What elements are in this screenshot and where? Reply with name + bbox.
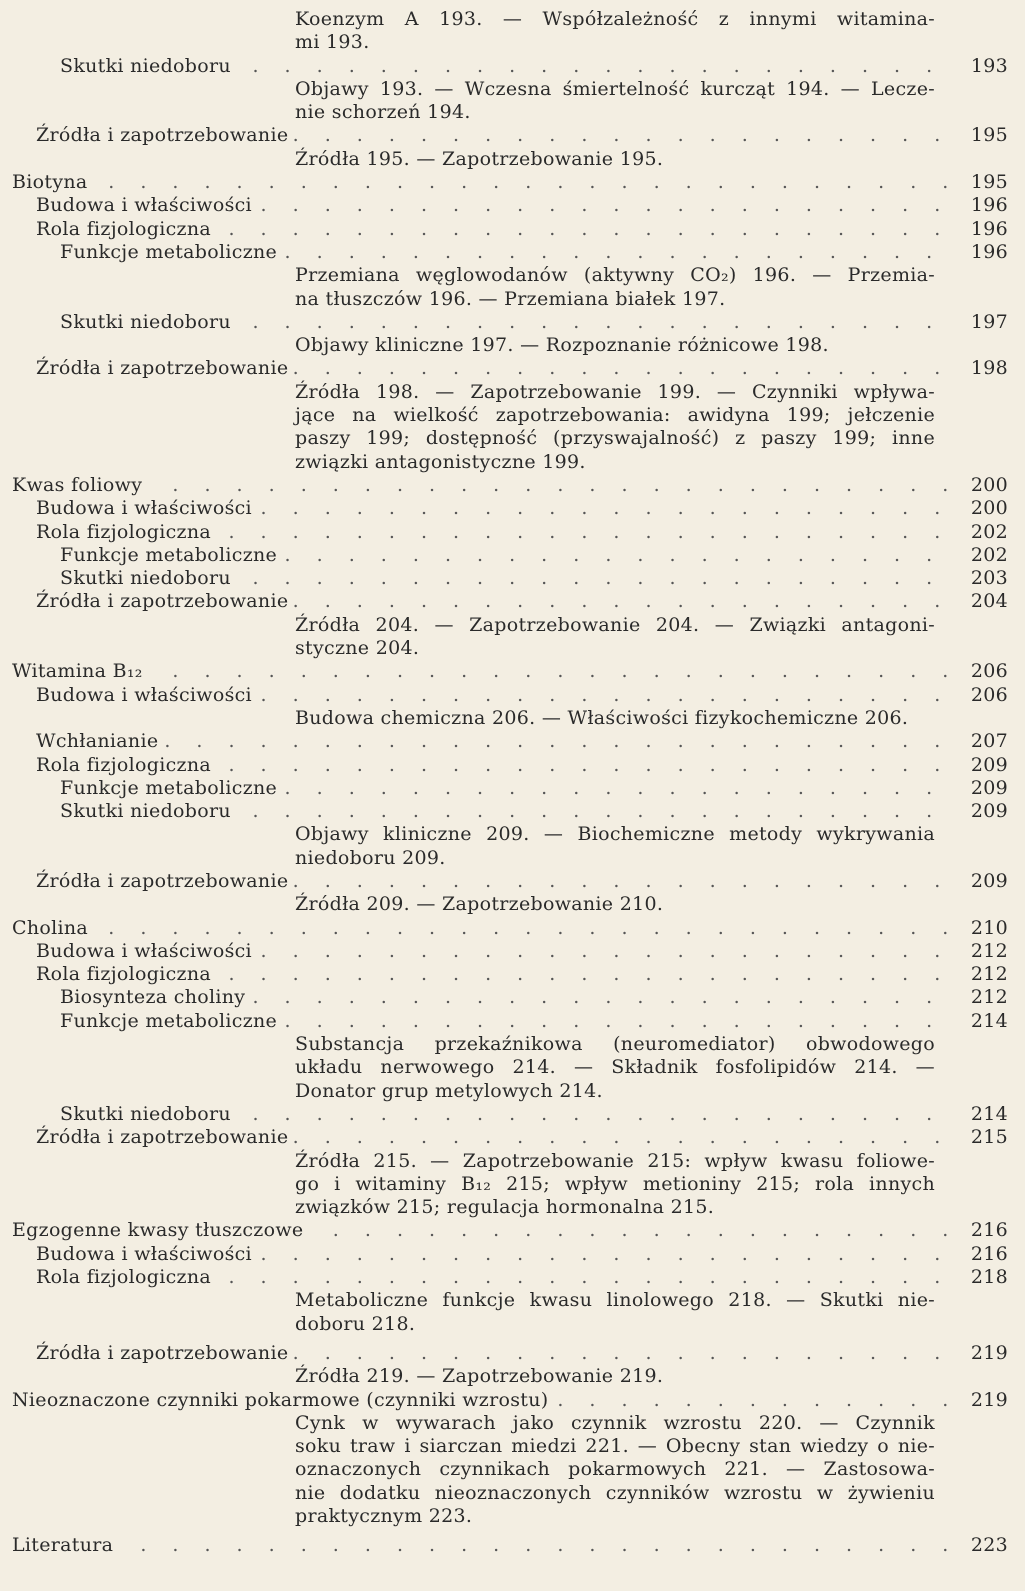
toc-entry bbox=[12, 567, 1008, 590]
toc-page-number: 214 bbox=[965, 1010, 1008, 1033]
toc-entry-label: Kwas foliowy bbox=[12, 474, 146, 496]
toc-page-number: 212 bbox=[965, 963, 1008, 986]
toc-subtopics-text: Budowa chemiczna 206. — Właściwości fizykochemiczne 206. bbox=[295, 706, 909, 729]
toc-subtopics-text: Źródła 215. — Zapotrzebowanie 215: wpływ kwasu foliowe- bbox=[295, 1149, 935, 1172]
toc-entry-label: Witamina B₁₂ bbox=[12, 660, 147, 682]
toc-entry-label: Budowa i właściwości bbox=[36, 194, 256, 216]
toc-entry bbox=[12, 474, 1008, 497]
toc-subtopics-text: związków 215; regulacja hormonalna 215. bbox=[295, 1196, 715, 1219]
toc-subtopics-text: Źródła 209. — Zapotrzebowanie 210. bbox=[295, 893, 664, 916]
toc-page-number: 206 bbox=[965, 684, 1008, 707]
toc-subtopics-text: nie schorzeń 194. bbox=[295, 101, 471, 124]
toc-subtopics-text: Źródła 204. — Zapotrzebowanie 204. — Związki antagoni- bbox=[295, 613, 935, 636]
dot-leader bbox=[12, 171, 952, 194]
toc-page-number: 212 bbox=[965, 986, 1008, 1009]
toc-subtopics-text: go i witaminy B₁₂ 215; wpływ metioniny 215; rola innych bbox=[295, 1172, 935, 1195]
toc-subtopics-text: jące na wielkość zapotrzebowania: awidyna 199; jełczenie bbox=[295, 404, 935, 427]
toc-entry bbox=[12, 357, 1008, 380]
toc-subtopics-text: Źródła 198. — Zapotrzebowanie 199. — Czynniki wpływa- bbox=[295, 380, 935, 403]
toc-entry bbox=[12, 800, 1008, 823]
toc-subtopics-text: Źródła 195. — Zapotrzebowanie 195. bbox=[295, 147, 664, 170]
toc-subtopics-text: układu nerwowego 214. — Składnik fosfolipidów 214. — bbox=[295, 1056, 935, 1079]
toc-entry-label: Skutki niedoboru bbox=[60, 311, 235, 333]
dot-leader bbox=[36, 730, 952, 753]
toc-entry-label: Biosynteza choliny bbox=[60, 986, 249, 1008]
toc-page-number: 198 bbox=[965, 357, 1008, 380]
toc-entry-label: Biotyna bbox=[12, 171, 92, 193]
toc-entry bbox=[12, 590, 1008, 613]
toc-entry-label: Rola fizjologiczna bbox=[36, 521, 215, 543]
toc-entry bbox=[12, 544, 1008, 567]
toc-subtopics-text: Koenzym A 193. — Współzależność z innymi witamina- bbox=[295, 8, 935, 30]
toc-page-number: 223 bbox=[965, 1534, 1008, 1557]
toc-entry bbox=[12, 55, 1008, 78]
toc-entry-label: Rola fizjologiczna bbox=[36, 963, 215, 985]
dot-leader bbox=[12, 917, 952, 940]
toc-entry bbox=[12, 171, 1008, 194]
toc-entry bbox=[12, 660, 1008, 683]
toc-page-number: 195 bbox=[965, 124, 1008, 147]
toc-entry-label: Cholina bbox=[12, 917, 92, 939]
toc-page-number: 203 bbox=[965, 567, 1008, 590]
toc-entry bbox=[12, 521, 1008, 544]
toc-page-number: 200 bbox=[965, 497, 1008, 520]
toc-subtopics-text: na tłuszczów 196. — Przemiana białek 197. bbox=[295, 287, 726, 310]
toc-entry bbox=[12, 777, 1008, 800]
toc-subtopics-text: związki antagonistyczne 199. bbox=[295, 450, 586, 473]
toc-entry bbox=[12, 311, 1008, 334]
toc-entry bbox=[12, 1010, 1008, 1033]
toc-entry bbox=[12, 1534, 1008, 1557]
toc-entry bbox=[12, 194, 1008, 217]
toc-entry-label: Skutki niedoboru bbox=[60, 55, 235, 77]
toc-page-number: 209 bbox=[965, 870, 1008, 893]
toc-page-number: 200 bbox=[965, 474, 1008, 497]
toc-entry-label: Rola fizjologiczna bbox=[36, 218, 215, 240]
toc-page-number: 206 bbox=[965, 660, 1008, 683]
toc-entry bbox=[12, 1389, 1008, 1412]
toc-entry bbox=[12, 1243, 1008, 1266]
toc-entry bbox=[12, 730, 1008, 753]
toc-entry-label: Budowa i właściwości bbox=[36, 684, 256, 706]
dot-leader bbox=[12, 474, 952, 497]
toc-page-number: 218 bbox=[965, 1266, 1008, 1289]
toc-entry bbox=[12, 1103, 1008, 1126]
toc-page-number: 207 bbox=[965, 730, 1008, 753]
toc-entry-label: Skutki niedoboru bbox=[60, 800, 235, 822]
toc-subtopics-text: praktycznym 223. bbox=[295, 1505, 473, 1527]
toc-entry-label: Wchłanianie bbox=[36, 730, 162, 752]
toc-subtopics-text: soku traw i siarczan miedzi 221. — Obecny stan wiedzy o nie- bbox=[295, 1435, 935, 1458]
toc-page-number: 196 bbox=[965, 241, 1008, 264]
toc-page-number: 209 bbox=[965, 800, 1008, 823]
toc-subtopics-text: Metaboliczne funkcje kwasu linolowego 218. — Skutki nie- bbox=[295, 1289, 935, 1312]
toc-entry-label: Funkcje metaboliczne bbox=[60, 544, 281, 566]
toc-subtopics-text: Substancja przekaźnikowa (neuromediator) obwodowego bbox=[295, 1033, 935, 1056]
toc-entry-label: Egzogenne kwasy tłuszczowe bbox=[12, 1219, 307, 1241]
toc-entry-label: Źródła i zapotrzebowanie bbox=[36, 357, 292, 379]
toc-subtopics-text: Źródła 219. — Zapotrzebowanie 219. bbox=[295, 1365, 664, 1388]
toc-entry bbox=[12, 754, 1008, 777]
toc-subtopics-text: Objawy kliniczne 209. — Biochemiczne metody wykrywania bbox=[295, 823, 935, 846]
toc-entry-label: Funkcje metaboliczne bbox=[60, 777, 281, 799]
toc-page-number: 215 bbox=[965, 1126, 1008, 1149]
toc-page-number: 202 bbox=[965, 521, 1008, 544]
toc-entry bbox=[12, 124, 1008, 147]
toc-entry bbox=[12, 963, 1008, 986]
toc-page-number: 195 bbox=[965, 171, 1008, 194]
toc-entry bbox=[12, 497, 1008, 520]
dot-leader bbox=[12, 660, 952, 683]
toc-page-number: 214 bbox=[965, 1103, 1008, 1126]
toc-page-number: 209 bbox=[965, 777, 1008, 800]
toc-entry-label: Źródła i zapotrzebowanie bbox=[36, 590, 292, 612]
toc-subtopics-text: oznaczonych czynnikach pokarmowych 221. — Zastosowa- bbox=[295, 1458, 935, 1481]
toc-entry bbox=[12, 870, 1008, 893]
toc-page-number: 209 bbox=[965, 754, 1008, 777]
toc-entry-label: Rola fizjologiczna bbox=[36, 1266, 215, 1288]
toc-subtopics-text: Objawy 193. — Wczesna śmiertelność kurcząt 194. — Lecze- bbox=[295, 77, 935, 100]
toc-entry-label: Źródła i zapotrzebowanie bbox=[36, 124, 292, 146]
toc-page-number: 197 bbox=[965, 311, 1008, 334]
toc-entry-label: Funkcje metaboliczne bbox=[60, 1010, 281, 1032]
toc-entry-label: Funkcje metaboliczne bbox=[60, 241, 281, 263]
toc-page-number: 219 bbox=[965, 1342, 1008, 1365]
toc-subtopics-text: niedoboru 209. bbox=[295, 846, 446, 869]
toc-entry bbox=[12, 1219, 1008, 1242]
toc-entry bbox=[12, 1126, 1008, 1149]
toc-entry bbox=[12, 1266, 1008, 1289]
toc-entry-label: Źródła i zapotrzebowanie bbox=[36, 1126, 292, 1148]
toc-entry bbox=[12, 1342, 1008, 1365]
toc-entry-label: Skutki niedoboru bbox=[60, 567, 235, 589]
toc-entry-label: Literatura bbox=[12, 1534, 117, 1556]
toc-entry-label: Rola fizjologiczna bbox=[36, 754, 215, 776]
toc-entry bbox=[12, 218, 1008, 241]
toc-subtopics-text: styczne 204. bbox=[295, 637, 420, 660]
toc-page-number: 216 bbox=[965, 1219, 1008, 1242]
toc-entry-label: Skutki niedoboru bbox=[60, 1103, 235, 1125]
toc-entry bbox=[12, 684, 1008, 707]
toc-subtopics-text: Cynk w wywarach jako czynnik wzrostu 220. — Czynnik bbox=[295, 1411, 935, 1434]
toc-entry-label: Budowa i właściwości bbox=[36, 497, 256, 519]
toc-page-number: 219 bbox=[965, 1389, 1008, 1412]
toc-subtopics-text: mi 193. bbox=[295, 31, 370, 54]
table-of-contents bbox=[12, 8, 1008, 1558]
toc-entry bbox=[12, 241, 1008, 264]
toc-subtopics-text: nie dodatku nieoznaczonych czynników wzrostu w żywieniu bbox=[295, 1481, 935, 1504]
toc-page-number: 196 bbox=[965, 194, 1008, 217]
toc-entry-label: Źródła i zapotrzebowanie bbox=[36, 870, 292, 892]
toc-page-number: 193 bbox=[965, 55, 1008, 78]
toc-page-number: 212 bbox=[965, 940, 1008, 963]
toc-subtopics-text: Donator grup metylowych 214. bbox=[295, 1079, 603, 1102]
toc-entry-label: Budowa i właściwości bbox=[36, 940, 256, 962]
toc-entry bbox=[12, 986, 1008, 1009]
toc-entry bbox=[12, 940, 1008, 963]
toc-subtopics-text: paszy 199; dostępność (przyswajalność) z paszy 199; inne bbox=[295, 427, 935, 450]
toc-page-number: 204 bbox=[965, 590, 1008, 613]
toc-page-number: 210 bbox=[965, 917, 1008, 940]
toc-page-number: 196 bbox=[965, 218, 1008, 241]
toc-subtopics-text: Objawy kliniczne 197. — Rozpoznanie różnicowe 198. bbox=[295, 334, 829, 357]
dot-leader bbox=[12, 1534, 952, 1557]
toc-entry-label: Źródła i zapotrzebowanie bbox=[36, 1342, 292, 1364]
toc-entry bbox=[12, 917, 1008, 940]
toc-subtopics-text: Przemiana węglowodanów (aktywny CO₂) 196. — Przemia- bbox=[295, 264, 935, 287]
toc-page-number: 216 bbox=[965, 1243, 1008, 1266]
toc-entry-label: Nieoznaczone czynniki pokarmowe (czynniki wzrostu) bbox=[12, 1389, 552, 1411]
toc-entry-label: Budowa i właściwości bbox=[36, 1243, 256, 1265]
toc-subtopics-text: doboru 218. bbox=[295, 1312, 416, 1335]
toc-page-number: 202 bbox=[965, 544, 1008, 567]
